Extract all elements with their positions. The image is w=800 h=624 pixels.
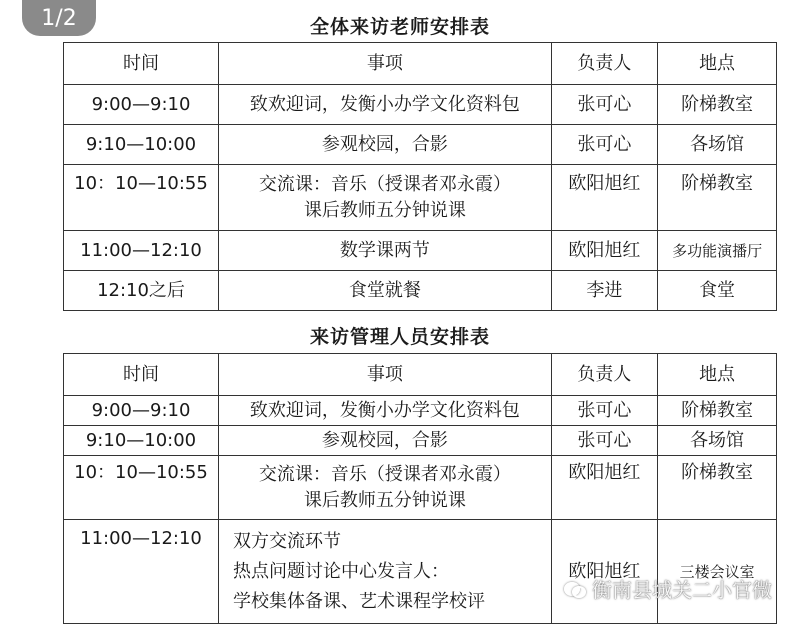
table-row <box>64 125 777 165</box>
table-row <box>64 85 777 125</box>
cell-time: 10：10—10:55 <box>64 456 219 520</box>
cell-place: 阶梯教室 <box>658 85 777 125</box>
cell-item: 参观校园，合影 <box>219 125 552 165</box>
cell-item: 双方交流环节 热点问题讨论中心发言人： 学校集体备课、艺术课程学校评 <box>219 520 552 624</box>
cell-time: 9:10—10:00 <box>64 426 219 456</box>
watermark-text: 衡南县城关二小官微 <box>592 578 772 602</box>
table-row <box>64 231 777 271</box>
cell-owner: 张可心 <box>551 396 657 426</box>
cell-place: 阶梯教室 <box>658 456 777 520</box>
cell-place: 三楼会议室 <box>658 520 777 624</box>
visiting-teachers-schedule-table <box>63 42 777 311</box>
table2-title: 来访管理人员安排表 <box>309 326 490 348</box>
cell-item: 致欢迎词，发衡小办学文化资料包 <box>219 396 552 426</box>
cell-place: 各场馆 <box>658 426 777 456</box>
cell-place: 食堂 <box>658 271 777 311</box>
cell-time: 9:00—9:10 <box>64 85 219 125</box>
table-header-row <box>64 354 777 396</box>
header-time: 时间 <box>64 354 219 396</box>
header-item: 事项 <box>219 354 552 396</box>
table-row <box>64 271 777 311</box>
cell-time: 9:00—9:10 <box>64 396 219 426</box>
cell-item: 致欢迎词，发衡小办学文化资料包 <box>219 85 552 125</box>
table-header-row <box>64 43 777 85</box>
cell-item: 交流课：音乐（授课者邓永霞） 课后教师五分钟说课 <box>219 165 552 231</box>
cell-owner: 李进 <box>551 271 657 311</box>
cell-owner: 张可心 <box>551 426 657 456</box>
cell-owner: 欧阳旭红 <box>551 520 657 624</box>
table1-title: 全体来访老师安排表 <box>309 16 490 38</box>
cell-item: 食堂就餐 <box>219 271 552 311</box>
header-place: 地点 <box>658 354 777 396</box>
cell-place: 各场馆 <box>658 125 777 165</box>
header-item: 事项 <box>219 43 552 85</box>
page-indicator[interactable]: 1/2 <box>22 0 96 36</box>
table-row <box>64 165 777 231</box>
cell-time: 12:10之后 <box>64 271 219 311</box>
cell-item: 参观校园，合影 <box>219 426 552 456</box>
table-row <box>64 426 777 456</box>
cell-item: 交流课：音乐（授课者邓永霞） 课后教师五分钟说课 <box>219 456 552 520</box>
cell-owner: 欧阳旭红 <box>551 231 657 271</box>
cell-time: 10：10—10:55 <box>64 165 219 231</box>
cell-time: 11:00—12:10 <box>64 520 219 624</box>
cell-owner: 张可心 <box>551 125 657 165</box>
cell-time: 9:10—10:00 <box>64 125 219 165</box>
table-row <box>64 520 777 624</box>
cell-time: 11:00—12:10 <box>64 231 219 271</box>
cell-owner: 张可心 <box>551 85 657 125</box>
table-row <box>64 456 777 520</box>
table-row <box>64 396 777 426</box>
header-time: 时间 <box>64 43 219 85</box>
cell-owner: 欧阳旭红 <box>551 456 657 520</box>
cell-place: 多功能演播厅 <box>658 231 777 271</box>
header-place: 地点 <box>658 43 777 85</box>
cell-owner: 欧阳旭红 <box>551 165 657 231</box>
cell-place: 阶梯教室 <box>658 165 777 231</box>
header-owner: 负责人 <box>551 43 657 85</box>
cell-place: 阶梯教室 <box>658 396 777 426</box>
watermark <box>564 574 772 603</box>
header-owner: 负责人 <box>551 354 657 396</box>
cell-item: 数学课两节 <box>219 231 552 271</box>
wechat-icon <box>564 580 586 598</box>
